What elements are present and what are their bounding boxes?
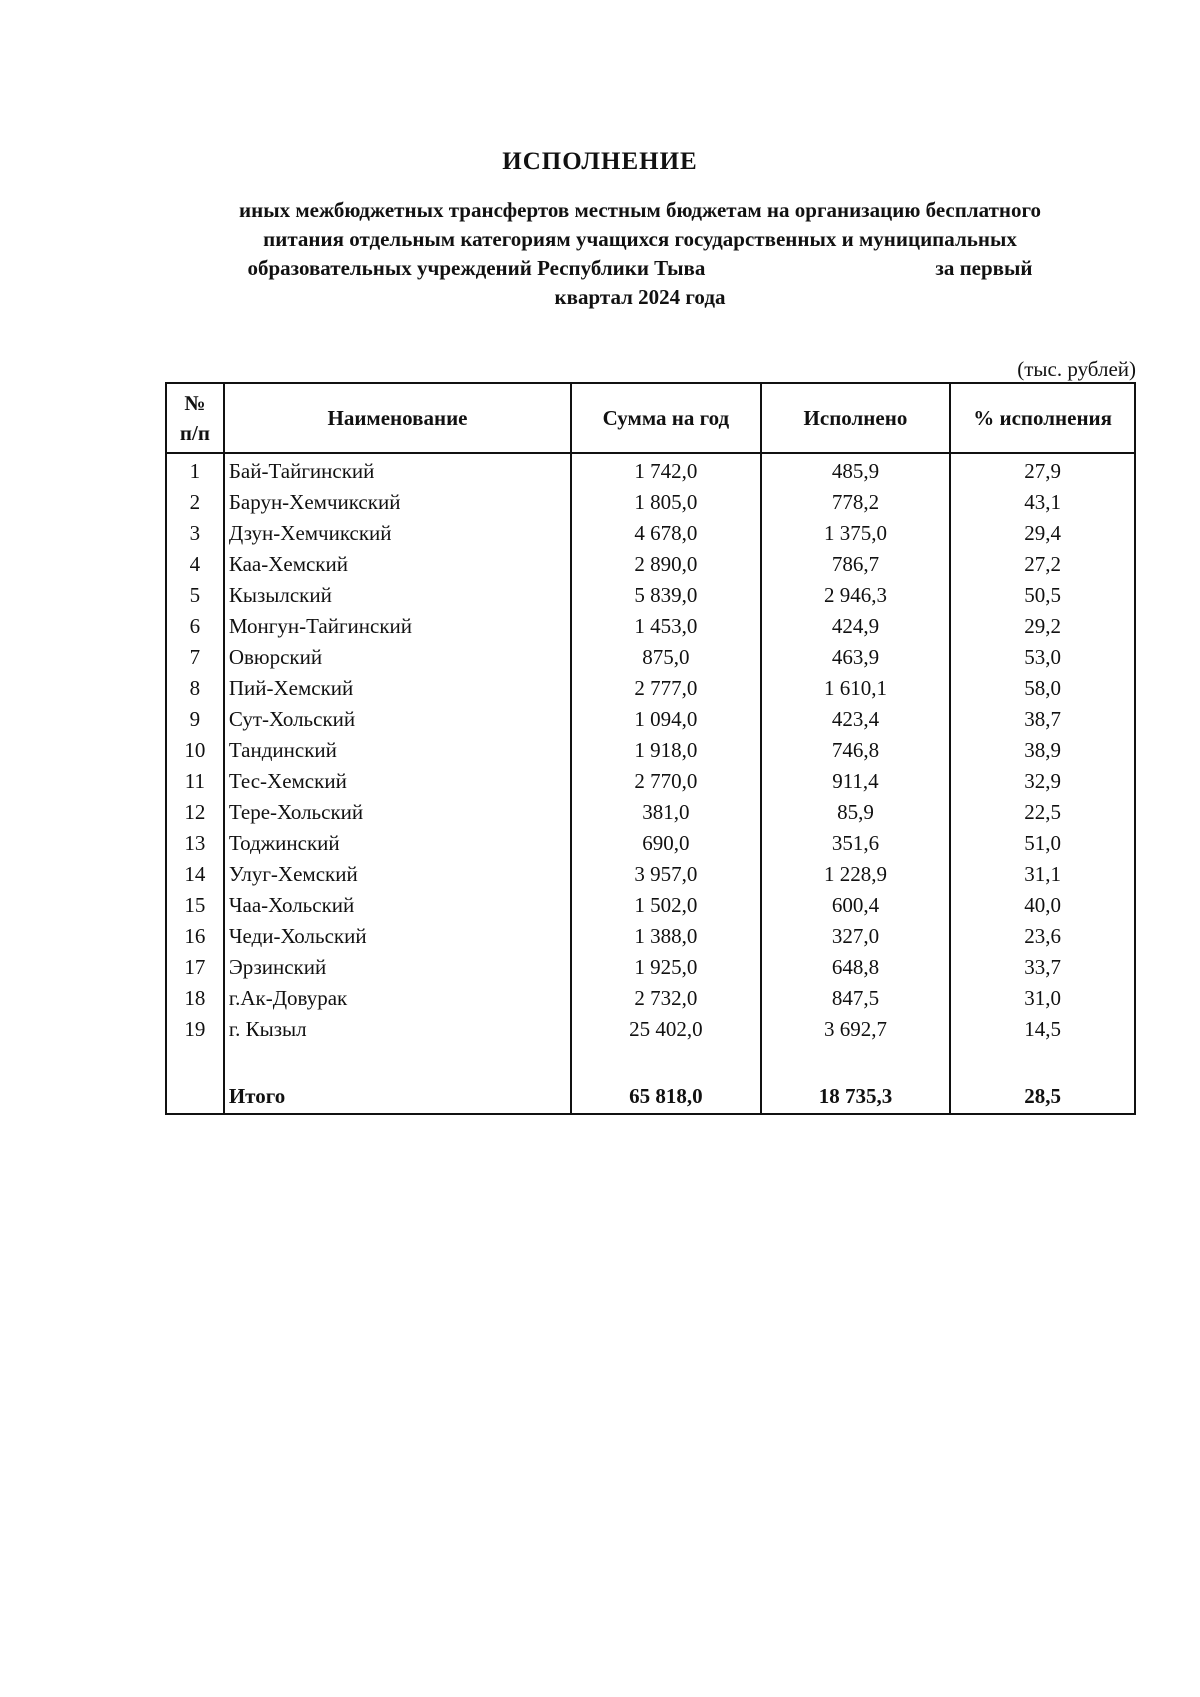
row-annual: 1 742,0 xyxy=(571,453,760,487)
table-row xyxy=(166,735,1135,766)
row-executed: 1 610,1 xyxy=(761,673,951,704)
row-annual: 2 732,0 xyxy=(571,983,760,1014)
row-executed: 423,4 xyxy=(761,704,951,735)
header-number-pp: п/п xyxy=(179,421,210,445)
header-name: Наименование xyxy=(224,383,571,453)
row-executed: 1 228,9 xyxy=(761,859,951,890)
row-number: 1 xyxy=(166,453,224,487)
table-row xyxy=(166,797,1135,828)
row-percent: 29,4 xyxy=(950,518,1135,549)
table-row xyxy=(166,549,1135,580)
table-row xyxy=(166,642,1135,673)
spacer-cell xyxy=(761,1045,951,1079)
table-row xyxy=(166,580,1135,611)
row-number: 16 xyxy=(166,921,224,952)
row-percent: 58,0 xyxy=(950,673,1135,704)
table-row xyxy=(166,890,1135,921)
row-name: Улуг-Хемский xyxy=(224,859,571,890)
table-row xyxy=(166,518,1135,549)
row-annual: 1 805,0 xyxy=(571,487,760,518)
row-number: 18 xyxy=(166,983,224,1014)
row-annual: 1 925,0 xyxy=(571,952,760,983)
row-name: Тес-Хемский xyxy=(224,766,571,797)
table-row xyxy=(166,611,1135,642)
spacer-cell xyxy=(166,1045,224,1079)
row-number: 5 xyxy=(166,580,224,611)
spacer-cell xyxy=(950,1045,1135,1079)
row-name: Каа-Хемский xyxy=(224,549,571,580)
row-number: 17 xyxy=(166,952,224,983)
row-executed: 3 692,7 xyxy=(761,1014,951,1045)
row-name: Сут-Хольский xyxy=(224,704,571,735)
row-name: Чаа-Хольский xyxy=(224,890,571,921)
row-name: Овюрский xyxy=(224,642,571,673)
header-annual-sum: Сумма на год xyxy=(571,383,760,453)
table-row xyxy=(166,453,1135,487)
row-name: Пий-Хемский xyxy=(224,673,571,704)
row-name: г.Ак-Довурак xyxy=(224,983,571,1014)
row-name: Бай-Тайгинский xyxy=(224,453,571,487)
row-number: 14 xyxy=(166,859,224,890)
row-percent: 43,1 xyxy=(950,487,1135,518)
row-percent: 29,2 xyxy=(950,611,1135,642)
row-number: 13 xyxy=(166,828,224,859)
row-executed: 85,9 xyxy=(761,797,951,828)
row-annual: 2 777,0 xyxy=(571,673,760,704)
total-percent: 28,5 xyxy=(950,1079,1135,1114)
row-percent: 27,2 xyxy=(950,549,1135,580)
header-executed: Исполнено xyxy=(761,383,951,453)
row-percent: 27,9 xyxy=(950,453,1135,487)
row-name: Тоджинский xyxy=(224,828,571,859)
row-number: 12 xyxy=(166,797,224,828)
subtitle-line-2: питания отдельным категориям учащихся государственных и муниципальных xyxy=(263,227,1017,251)
row-annual: 690,0 xyxy=(571,828,760,859)
row-number: 6 xyxy=(166,611,224,642)
row-percent: 40,0 xyxy=(950,890,1135,921)
row-name: Кызылский xyxy=(224,580,571,611)
row-name: Чеди-Хольский xyxy=(224,921,571,952)
row-percent: 32,9 xyxy=(950,766,1135,797)
row-annual: 381,0 xyxy=(571,797,760,828)
row-annual: 2 770,0 xyxy=(571,766,760,797)
row-annual: 25 402,0 xyxy=(571,1014,760,1045)
table-row xyxy=(166,704,1135,735)
row-annual: 1 094,0 xyxy=(571,704,760,735)
row-executed: 786,7 xyxy=(761,549,951,580)
row-executed: 600,4 xyxy=(761,890,951,921)
subtitle-line-4: квартал 2024 года xyxy=(554,285,726,309)
row-executed: 351,6 xyxy=(761,828,951,859)
document-subtitle xyxy=(160,196,1120,312)
subtitle-line-3-tail: за первый xyxy=(935,256,1033,280)
row-number: 11 xyxy=(166,766,224,797)
row-annual: 1 388,0 xyxy=(571,921,760,952)
row-executed: 746,8 xyxy=(761,735,951,766)
header-percent: % исполнения xyxy=(950,383,1135,453)
row-name: Дзун-Хемчикский xyxy=(224,518,571,549)
row-percent: 53,0 xyxy=(950,642,1135,673)
row-executed: 911,4 xyxy=(761,766,951,797)
row-annual: 875,0 xyxy=(571,642,760,673)
subtitle-line-3-text: образовательных учреждений Республики Тыва xyxy=(247,256,706,280)
row-number: 4 xyxy=(166,549,224,580)
row-annual: 1 502,0 xyxy=(571,890,760,921)
row-executed: 2 946,3 xyxy=(761,580,951,611)
table-row xyxy=(166,921,1135,952)
row-name: Тере-Хольский xyxy=(224,797,571,828)
unit-note: (тыс. рублей) xyxy=(1017,357,1136,381)
table-row xyxy=(166,766,1135,797)
spacer-row xyxy=(166,1045,1135,1079)
table-row xyxy=(166,828,1135,859)
row-executed: 778,2 xyxy=(761,487,951,518)
table-row xyxy=(166,1014,1135,1045)
row-annual: 3 957,0 xyxy=(571,859,760,890)
row-name: Эрзинский xyxy=(224,952,571,983)
row-number: 9 xyxy=(166,704,224,735)
row-executed: 424,9 xyxy=(761,611,951,642)
spacer-cell xyxy=(224,1045,571,1079)
table-header-row xyxy=(166,383,1135,453)
table-body xyxy=(166,453,1135,1114)
row-annual: 5 839,0 xyxy=(571,580,760,611)
table-row xyxy=(166,673,1135,704)
row-number: 19 xyxy=(166,1014,224,1045)
total-label: Итого xyxy=(224,1079,571,1114)
header-number xyxy=(166,383,224,453)
row-number: 7 xyxy=(166,642,224,673)
header-number-sign: № xyxy=(184,391,206,415)
row-number: 2 xyxy=(166,487,224,518)
total-row xyxy=(166,1079,1135,1114)
row-executed: 648,8 xyxy=(761,952,951,983)
row-executed: 485,9 xyxy=(761,453,951,487)
row-percent: 14,5 xyxy=(950,1014,1135,1045)
total-executed: 18 735,3 xyxy=(761,1079,951,1114)
spacer-cell xyxy=(571,1045,760,1079)
row-name: Тандинский xyxy=(224,735,571,766)
row-name: Барун-Хемчикский xyxy=(224,487,571,518)
row-percent: 33,7 xyxy=(950,952,1135,983)
row-percent: 38,7 xyxy=(950,704,1135,735)
row-percent: 38,9 xyxy=(950,735,1135,766)
row-executed: 327,0 xyxy=(761,921,951,952)
row-annual: 4 678,0 xyxy=(571,518,760,549)
row-number: 15 xyxy=(166,890,224,921)
table-row xyxy=(166,859,1135,890)
table-row xyxy=(166,487,1135,518)
row-percent: 31,0 xyxy=(950,983,1135,1014)
row-annual: 2 890,0 xyxy=(571,549,760,580)
row-number: 10 xyxy=(166,735,224,766)
row-percent: 51,0 xyxy=(950,828,1135,859)
table-row xyxy=(166,983,1135,1014)
row-percent: 22,5 xyxy=(950,797,1135,828)
row-annual: 1 918,0 xyxy=(571,735,760,766)
row-executed: 847,5 xyxy=(761,983,951,1014)
execution-table xyxy=(165,382,1136,1115)
row-name: Монгун-Тайгинский xyxy=(224,611,571,642)
row-number: 3 xyxy=(166,518,224,549)
subtitle-line-1: иных межбюджетных трансфертов местным бюджетам на организацию бесплатного xyxy=(239,198,1041,222)
total-number xyxy=(166,1079,224,1114)
row-percent: 23,6 xyxy=(950,921,1135,952)
total-annual: 65 818,0 xyxy=(571,1079,760,1114)
row-percent: 31,1 xyxy=(950,859,1135,890)
row-number: 8 xyxy=(166,673,224,704)
row-name: г. Кызыл xyxy=(224,1014,571,1045)
row-annual: 1 453,0 xyxy=(571,611,760,642)
table-row xyxy=(166,952,1135,983)
row-executed: 1 375,0 xyxy=(761,518,951,549)
document-title: ИСПОЛНЕНИЕ xyxy=(502,148,698,175)
row-executed: 463,9 xyxy=(761,642,951,673)
row-percent: 50,5 xyxy=(950,580,1135,611)
subtitle-line-3 xyxy=(160,254,1120,283)
